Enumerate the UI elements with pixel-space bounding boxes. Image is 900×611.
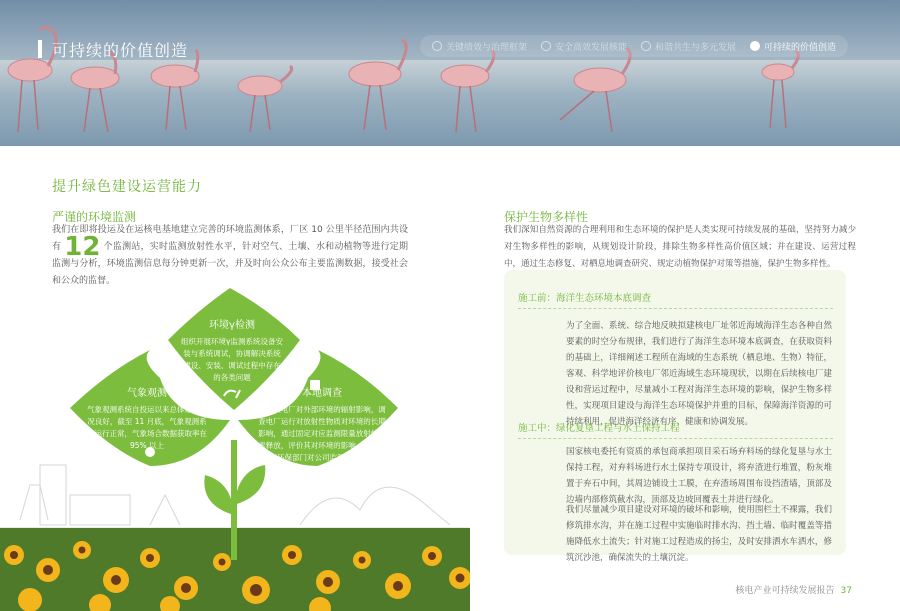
nav-item-kpi[interactable] — [432, 40, 527, 53]
banner-title: 可持续的价值创造 — [52, 38, 188, 61]
monitoring-diagram — [0, 270, 470, 611]
station-count: 12 — [64, 232, 101, 262]
pre-construction-text: 为了全面、系统、综合地反映拟建核电厂址邻近海域海洋生态各种自然要素的时空分布规律，我们进行了海洋生态环境本底调查，在获取资料的基础上，详细阐述工程所在海域的生态系统（栖息地、生物）特征，客观、科学地评价核电厂邻近海域生态环境现状，以期在后续核电厂建设和营运过程中，尽量减小工程对海洋生态环境的影响，保护生物多样性，实现项目建设与海洋生态环境保护并重的目标，保障海洋资源的可持续利用，促进海洋经济有序、健康和协调发展。 — [566, 321, 832, 427]
local-survey-label — [256, 384, 388, 476]
weather-observation-label — [84, 384, 210, 452]
pre-construction-heading: 施工前：海洋生态环境本底调查 — [518, 293, 652, 304]
biodiversity-intro: 我们深知自然资源的合理利用和生态环境的保护是人类实现可持续发展的基础，坚持努力减少对生物多样性的影响，从规划设计阶段，排除生物多样性高价值区域；并在建设、运营过程中，通过生态修复、对栖息地调查研究、规定动植物保护对策等措施，保护生物多样性。 — [504, 225, 856, 269]
nav-dot-icon — [750, 41, 760, 51]
nav-item-safety[interactable] — [541, 40, 627, 53]
nav-item-label: 和谐共生与多元发展 — [654, 42, 736, 53]
gamma-title: 环境γ检测 — [209, 320, 255, 331]
header-banner — [0, 0, 900, 146]
nav-dot-icon — [641, 41, 651, 51]
gamma-body: 组织开展环境γ监测系统设备安装与系统调试，协调解决系统建设、安装、调试过程中存在的各类问题 — [181, 337, 283, 382]
weather-title: 气象观测 — [127, 388, 167, 399]
divider — [518, 308, 833, 309]
nav-item-label: 关键绩效与治理框架 — [445, 42, 527, 53]
survey-title: 本地调查 — [302, 388, 342, 399]
nav-dot-icon — [432, 41, 442, 51]
nav-item-value[interactable] — [750, 40, 836, 53]
env-monitoring-heading: 严谨的环境监测 — [52, 210, 137, 224]
chapter-nav — [420, 35, 848, 57]
nav-dot-icon — [541, 41, 551, 51]
report-name: 核电产业可持续发展报告 — [735, 586, 835, 596]
flamingo-illustration — [0, 0, 900, 146]
divider — [518, 438, 833, 439]
nav-item-label: 安全高效发展核能 — [554, 42, 627, 53]
construction-heading: 施工中：绿化复垦工程与水土保持工程 — [518, 423, 680, 434]
section-title: 提升绿色建设运营能力 — [52, 179, 202, 195]
env-text-after: 个监测站，实时监测放射性水平，针对空气、土壤、水和动植物等进行定期监测与分析，环境监测信息每分钟更新一次，并及时向公众公布主要监测数据，接受社会和公众的监督。 — [52, 242, 408, 286]
nav-item-label: 可持续的价值创造 — [763, 42, 836, 53]
gamma-detection-label — [180, 316, 284, 384]
nav-item-harmony[interactable] — [641, 40, 736, 53]
weather-body: 气象观测系统自投运以来总体运行情况良好，截至 11 月底，气象观测系统运行正常，气象场合数据获取率在 95% 以上 — [87, 405, 207, 450]
env-text-before: 我们在即将投运及在运核电基地建立完善的环境监测体系，厂区 10 公里半径范围内共设有 — [52, 225, 408, 252]
biodiversity-heading: 保护生物多样性 — [504, 210, 589, 224]
survey-body: 调查核电厂对外部环境的辐射影响，调查电厂运行对放射性物质对环境的长期影响，通过固定对应监测限量放射性元素释放，评价其对环境的影响，同时向国家环保部门对公司监测情况进行报备，定期考察公司执行情况 — [258, 405, 386, 474]
page-number: 37 — [840, 586, 852, 596]
page-footer — [736, 583, 852, 596]
construction-text-1: 国家核电委托有资质的承包商承担项目采石场弃料场的绿化复垦与水土保持工程，对弃料场进行水土保持专项设计，将弃渣进行堆置，粉灰堆置于弃石中间，其周边铺设土工膜，在弃渣场周围布设挡渣墙，顶部及边墙内部修筑截水沟，顶部及边坡回覆表土并进行绿化。 — [566, 447, 832, 505]
biodiversity-panel — [504, 270, 846, 563]
construction-text-2: 我们尽量减少项目建设对环境的破坏和影响，使用围栏土不裸露，我们修筑排水沟，并在施工过程中实施临时排水沟、挡土墙、临时覆盖等措施降低水土流失；针对施工过程造成的扬尘，及时安排洒水车洒水，修筑沉沙池，确保流失的土壤沉淀。 — [566, 505, 832, 563]
